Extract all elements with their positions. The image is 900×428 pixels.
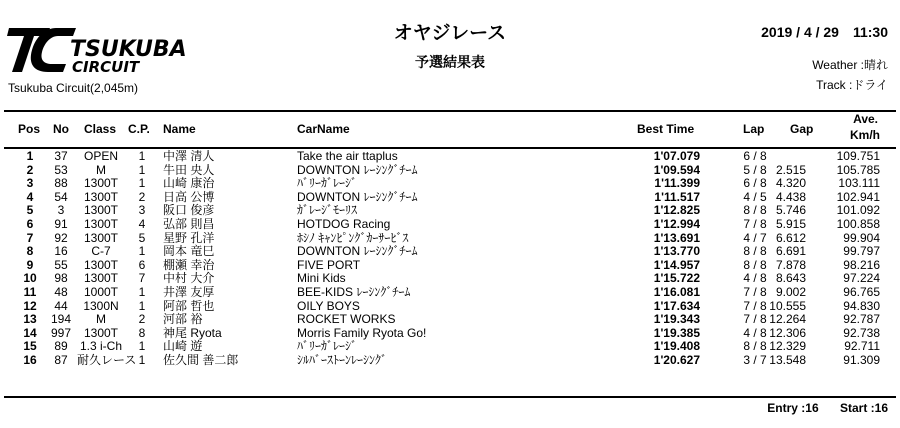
cell-cp: 7: [138, 271, 146, 286]
cell-cp: 1: [138, 244, 146, 259]
cell-best-time: 1'13.770: [653, 244, 700, 259]
cell-no: 16: [54, 244, 68, 259]
cell-average-speed: 91.309: [843, 352, 880, 367]
cell-driver-name: 神尾 Ryota: [163, 325, 222, 340]
cell-pos: 6: [26, 216, 34, 231]
table-row: [0, 191, 900, 205]
cell-pos: 8: [26, 244, 34, 259]
col-best-time: Best Time: [637, 122, 695, 136]
cell-cp: 5: [138, 230, 146, 245]
cell-class: M: [96, 162, 106, 177]
cell-lap: 7 / 8: [743, 216, 767, 231]
cell-gap: 4.438: [775, 189, 806, 204]
cell-pos: 3: [26, 176, 34, 191]
table-row: [0, 177, 900, 191]
cell-no: 997: [50, 325, 72, 340]
cell-lap: 8 / 8: [743, 203, 767, 218]
cell-pos: 14: [23, 325, 37, 340]
cell-best-time: 1'19.385: [653, 325, 700, 340]
cell-cp: 6: [138, 257, 146, 272]
cell-no: 89: [54, 339, 68, 354]
table-row: [0, 313, 900, 327]
col-ave: Ave.: [853, 112, 878, 126]
table-row: [0, 218, 900, 232]
cell-cp: 4: [138, 216, 146, 231]
cell-average-speed: 102.941: [836, 189, 880, 204]
col-no: No: [53, 122, 69, 136]
cell-gap: 7.878: [775, 257, 806, 272]
cell-class: 1300T: [83, 271, 119, 286]
cell-gap: 6.612: [775, 230, 806, 245]
cell-car-name: ﾊﾞﾘｰｶﾞﾚｰｼﾞ: [297, 339, 358, 354]
table-row: [0, 245, 900, 259]
col-lap: Lap: [743, 122, 765, 136]
cell-gap: 5.746: [775, 203, 806, 218]
venue-label: Tsukuba Circuit(2,045m): [8, 81, 139, 95]
cell-pos: 5: [26, 203, 34, 218]
cell-driver-name: 星野 孔洋: [163, 230, 215, 245]
cell-cp: 3: [138, 203, 146, 218]
cell-class: M: [96, 312, 106, 327]
cell-cp: 1: [138, 352, 146, 367]
cell-gap: 4.320: [775, 176, 806, 191]
cell-best-time: 1'11.399: [654, 176, 700, 191]
cell-car-name: Morris Family Ryota Go!: [297, 325, 427, 340]
cell-cp: 2: [138, 189, 146, 204]
cell-driver-name: 阿部 哲也: [163, 298, 215, 313]
cell-driver-name: 河部 裕: [163, 312, 203, 327]
cell-class: 1300T: [83, 189, 119, 204]
cell-no: 91: [54, 216, 68, 231]
cell-average-speed: 109.751: [836, 149, 880, 163]
cell-cp: 1: [138, 176, 146, 191]
cell-cp: 8: [138, 325, 146, 340]
cell-driver-name: 井澤 友厚: [163, 284, 215, 299]
cell-gap: 9.002: [775, 284, 806, 299]
cell-no: 87: [54, 352, 68, 367]
cell-gap: 13.548: [769, 352, 806, 367]
cell-class: 1300N: [83, 298, 119, 313]
cell-average-speed: 96.765: [843, 284, 880, 299]
cell-lap: 5 / 8: [743, 162, 767, 177]
cell-pos: 9: [26, 257, 34, 272]
cell-class: 1.3 i-Ch: [79, 339, 123, 354]
col-carname: CarName: [297, 122, 350, 136]
footer-rule: [4, 396, 896, 398]
event-title: オヤジレース: [393, 22, 507, 44]
cell-gap: 12.264: [769, 312, 806, 327]
cell-no: 55: [54, 257, 68, 272]
cell-best-time: 1'12.994: [653, 216, 700, 231]
cell-gap: 12.306: [769, 325, 806, 340]
cell-driver-name: 山崎 康治: [163, 176, 215, 191]
col-name: Name: [163, 122, 196, 136]
document-title: 予選結果表: [415, 55, 485, 71]
logo-subtext: CIRCUIT: [72, 58, 140, 76]
cell-driver-name: 牛田 央人: [163, 162, 215, 177]
cell-class: 耐久レース: [77, 352, 137, 367]
cell-no: 92: [54, 230, 68, 245]
cell-car-name: DOWNTON ﾚｰｼﾝｸﾞﾁｰﾑ: [297, 162, 418, 177]
cell-pos: 2: [26, 162, 34, 177]
cell-best-time: 1'13.691: [653, 230, 700, 245]
table-row: [0, 286, 900, 300]
cell-car-name: ｼﾙﾊﾞｰｽﾄｰﾝﾚｰｼﾝｸﾞ: [297, 352, 388, 367]
cell-pos: 15: [23, 339, 37, 354]
cell-best-time: 1'20.627: [653, 352, 700, 367]
cell-best-time: 1'11.517: [654, 189, 700, 204]
cell-average-speed: 92.787: [843, 312, 880, 327]
date-time: 2019 / 4 / 29 11:30: [761, 24, 888, 40]
cell-gap: 8.643: [775, 271, 806, 286]
cell-car-name: FIVE PORT: [297, 257, 361, 272]
cell-lap: 8 / 8: [743, 244, 767, 259]
cell-best-time: 1'09.594: [653, 162, 700, 177]
cell-cp: 1: [138, 149, 146, 163]
cell-best-time: 1'14.957: [653, 257, 700, 272]
cell-driver-name: 中村 大介: [163, 271, 215, 286]
cell-best-time: 1'16.081: [653, 284, 700, 299]
cell-lap: 7 / 8: [743, 298, 767, 313]
cell-average-speed: 97.224: [843, 271, 880, 286]
cell-average-speed: 103.111: [838, 176, 880, 191]
cell-car-name: DOWNTON ﾚｰｼﾝｸﾞﾁｰﾑ: [297, 189, 418, 204]
cell-driver-name: 棚瀬 幸治: [163, 257, 215, 272]
cell-lap: 7 / 8: [743, 284, 767, 299]
table-row: [0, 300, 900, 314]
table-row: [0, 327, 900, 341]
col-pos: Pos: [18, 122, 41, 136]
cell-best-time: 1'19.343: [653, 312, 700, 327]
cell-gap: 2.515: [775, 162, 806, 177]
cell-class: 1300T: [83, 230, 119, 245]
cell-no: 53: [54, 162, 68, 177]
cell-car-name: Take the air ttaplus: [297, 149, 398, 163]
cell-cp: 1: [138, 162, 146, 177]
table-row: [0, 354, 900, 368]
cell-lap: 4 / 8: [743, 271, 767, 286]
cell-average-speed: 92.711: [844, 339, 880, 354]
cell-class: 1300T: [83, 176, 119, 191]
cell-no: 88: [54, 176, 68, 191]
cell-driver-name: 佐久間 善二郎: [163, 352, 239, 367]
cell-lap: 4 / 5: [743, 189, 767, 204]
cell-no: 54: [54, 189, 68, 204]
cell-best-time: 1'15.722: [653, 271, 700, 286]
cell-pos: 7: [26, 230, 34, 245]
table-row: [0, 164, 900, 178]
cell-lap: 8 / 8: [743, 339, 767, 354]
cell-lap: 4 / 8: [743, 325, 767, 340]
cell-gap: 10.555: [769, 298, 806, 313]
cell-no: 44: [54, 298, 68, 313]
cell-cp: 1: [138, 284, 146, 299]
cell-pos: 13: [23, 312, 37, 327]
start-count: Start :16: [839, 401, 888, 415]
cell-pos: 1: [26, 149, 34, 163]
cell-average-speed: 99.797: [843, 244, 880, 259]
entry-summary: [749, 401, 888, 415]
cell-best-time: 1'07.079: [653, 149, 700, 163]
col-gap: Gap: [790, 122, 814, 136]
cell-gap: 12.329: [769, 339, 806, 354]
cell-cp: 1: [138, 298, 146, 313]
cell-lap: 6 / 8: [743, 176, 767, 191]
cell-car-name: ｶﾞﾚｰｼﾞﾓｰﾘｽ: [297, 203, 358, 218]
cell-average-speed: 98.216: [843, 257, 880, 272]
cell-best-time: 1'19.408: [653, 339, 700, 354]
cell-pos: 16: [23, 352, 37, 367]
cell-car-name: DOWNTON ﾚｰｼﾝｸﾞﾁｰﾑ: [297, 244, 418, 259]
cell-average-speed: 92.738: [843, 325, 880, 340]
cell-lap: 6 / 8: [743, 149, 767, 163]
cell-lap: 7 / 8: [743, 312, 767, 327]
cell-average-speed: 100.858: [836, 216, 880, 231]
table-row: [0, 150, 900, 164]
cell-class: OPEN: [83, 149, 118, 163]
weather-label: Weather :晴れ: [812, 58, 888, 72]
cell-driver-name: 岡本 竜巳: [163, 244, 215, 259]
cell-no: 48: [54, 284, 68, 299]
logo-text: TSUKUBA: [70, 37, 187, 62]
cell-pos: 10: [23, 271, 37, 286]
cell-driver-name: 中澤 清人: [163, 149, 215, 163]
cell-cp: 1: [138, 339, 146, 354]
cell-no: 194: [50, 312, 72, 327]
cell-class: 1000T: [83, 284, 119, 299]
results-table: [0, 150, 900, 368]
cell-class: 1300T: [83, 203, 119, 218]
table-row: [0, 272, 900, 286]
cell-lap: 3 / 7: [743, 352, 767, 367]
col-cp: C.P.: [128, 122, 150, 136]
table-row: [0, 340, 900, 354]
cell-class: 1300T: [83, 257, 119, 272]
cell-car-name: OILY BOYS: [297, 298, 360, 313]
cell-driver-name: 山崎 遊: [163, 339, 203, 354]
cell-pos: 12: [23, 298, 37, 313]
cell-pos: 4: [26, 189, 34, 204]
col-class: Class: [84, 122, 117, 136]
cell-average-speed: 101.092: [836, 203, 880, 218]
cell-no: 3: [57, 203, 65, 218]
cell-class: 1300T: [83, 216, 119, 231]
cell-driver-name: 日高 公博: [163, 189, 215, 204]
cell-average-speed: 105.785: [836, 162, 880, 177]
cell-driver-name: 弘部 則昌: [163, 216, 215, 231]
cell-no: 98: [54, 271, 68, 286]
cell-lap: 8 / 8: [743, 257, 767, 272]
cell-class: 1300T: [83, 325, 119, 340]
cell-car-name: ﾎｼﾉ ｷｬﾝﾋﾟﾝｸﾞｶｰｻｰﾋﾞｽ: [297, 230, 409, 245]
entry-count: Entry :16: [767, 401, 819, 415]
cell-car-name: Mini Kids: [297, 271, 346, 286]
cell-car-name: BEE-KIDS ﾚｰｼﾝｸﾞﾁｰﾑ: [297, 284, 411, 299]
cell-cp: 2: [138, 312, 146, 327]
cell-car-name: ﾊﾞﾘｰｶﾞﾚｰｼﾞ: [297, 176, 358, 191]
cell-average-speed: 94.830: [843, 298, 880, 313]
cell-car-name: HOTDOG Racing: [297, 216, 391, 231]
col-kmh: Km/h: [850, 128, 880, 142]
table-row: [0, 232, 900, 246]
cell-car-name: ROCKET WORKS: [297, 312, 396, 327]
cell-best-time: 1'17.634: [653, 298, 700, 313]
cell-average-speed: 99.904: [843, 230, 880, 245]
cell-pos: 11: [23, 284, 37, 299]
table-row: [0, 259, 900, 273]
cell-class: C-7: [91, 244, 111, 259]
table-row: [0, 204, 900, 218]
track-label: Track :ドライ: [816, 78, 888, 92]
cell-best-time: 1'12.825: [653, 203, 700, 218]
cell-lap: 4 / 7: [743, 230, 767, 245]
cell-gap: 5.915: [775, 216, 806, 231]
cell-gap: 6.691: [775, 244, 806, 259]
table-header: [0, 112, 900, 148]
cell-driver-name: 阪口 俊彦: [163, 203, 215, 218]
cell-no: 37: [54, 149, 68, 163]
